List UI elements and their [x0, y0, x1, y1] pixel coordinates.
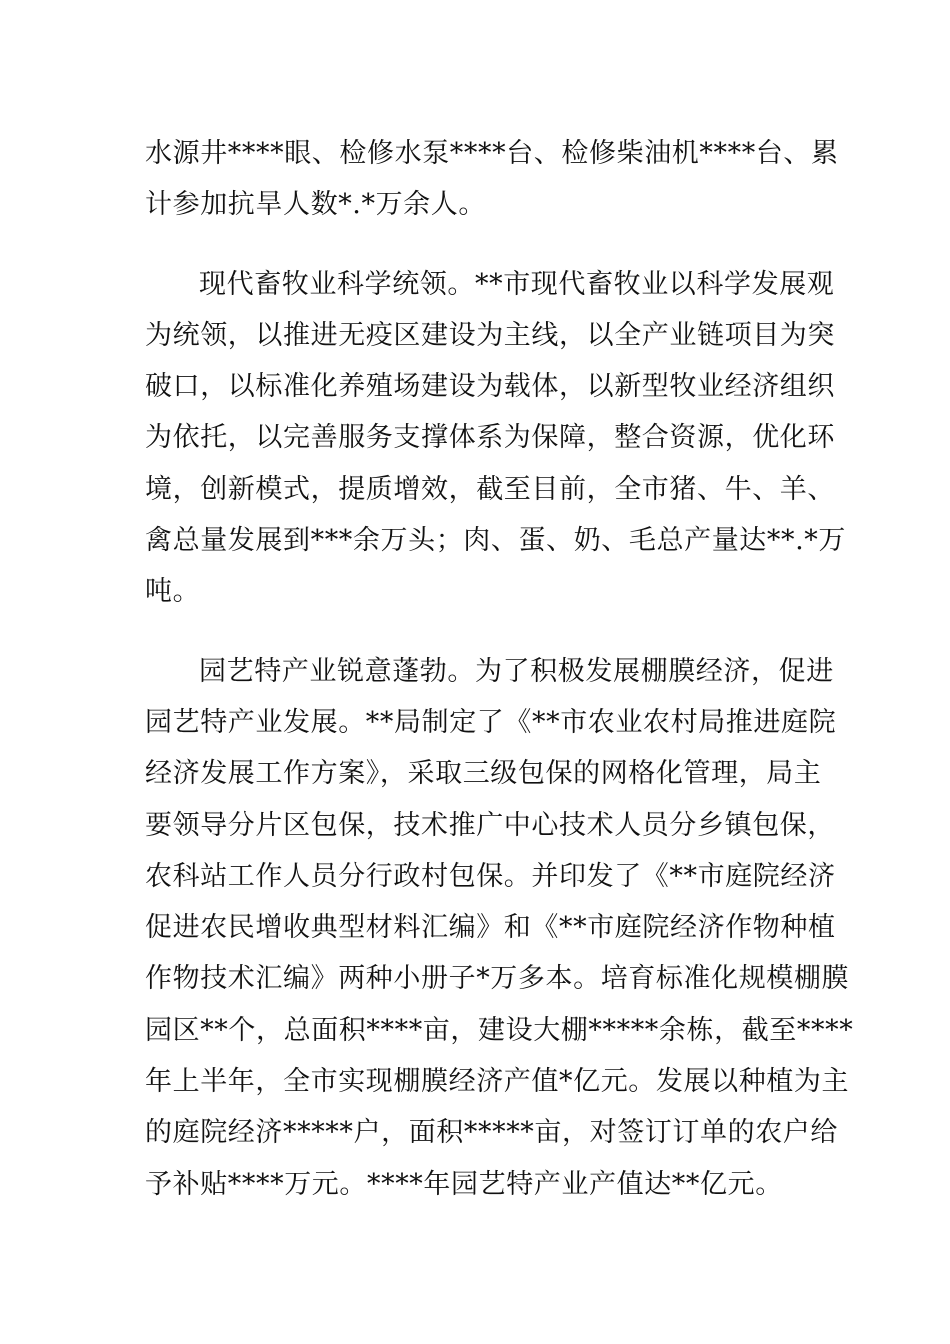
paragraph-line: 经济发展工作方案》，采取三级包保的网格化管理，局主	[145, 758, 822, 790]
paragraph-line: 促进农民增收典型材料汇编》和《**市庭院经济作物种植	[145, 912, 836, 944]
paragraph-line: 要领导分片区包保，技术推广中心技术人员分乡镇包保，	[145, 809, 835, 841]
paragraph-line: 水源井****眼、检修水泵****台、检修柴油机****台、累	[145, 138, 839, 169]
paragraph-line: 境，创新模式，提质增效，截至目前，全市猪、牛、羊、	[145, 473, 835, 505]
paragraph-line: 禽总量发展到***余万头；肉、蛋、奶、毛总产量达**.*万	[145, 525, 846, 557]
paragraph-line: 作物技术汇编》两种小册子*万多本。培育标准化规模棚膜	[145, 963, 850, 995]
paragraph-line: 园艺特产业锐意蓬勃。为了积极发展棚膜经济，促进	[199, 655, 834, 687]
paragraph-line: 为统领，以推进无疫区建设为主线，以全产业链项目为突	[145, 319, 835, 351]
paragraph-line: 年上半年，全市实现棚膜经济产值*亿元。发展以种植为主	[145, 1066, 850, 1098]
paragraph-line: 的庭院经济*****户，面积*****亩，对签订订单的农户给	[145, 1117, 838, 1149]
paragraph-line: 农科站工作人员分行政村包保。并印发了《**市庭院经济	[145, 860, 836, 892]
paragraph-animal-husbandry	[145, 259, 846, 618]
paragraph-line: 吨。	[145, 576, 201, 608]
paragraph-line: 予补贴****万元。****年园艺特产业产值达**亿元。	[145, 1168, 783, 1200]
paragraph-line: 为依托，以完善服务支撑体系为保障，整合资源，优化环	[145, 422, 835, 454]
paragraph-line: 破口，以标准化养殖场建设为载体，以新型牧业经济组织	[145, 371, 835, 403]
paragraph-line: 现代畜牧业科学统领。**市现代畜牧业以科学发展观	[199, 268, 835, 300]
paragraph-spacer	[145, 618, 810, 646]
paragraph-spacer	[145, 231, 810, 259]
paragraph-line: 园艺特产业发展。**局制定了《**市农业农村局推进庭院	[145, 706, 837, 738]
paragraph-line: 计参加抗旱人数*.*万余人。	[145, 189, 486, 221]
paragraph-continuation	[145, 128, 839, 231]
document-body	[145, 128, 854, 1210]
paragraph-line: 园区**个，总面积****亩，建设大棚*****余栋，截至****	[145, 1014, 854, 1046]
paragraph-horticulture	[145, 646, 854, 1210]
